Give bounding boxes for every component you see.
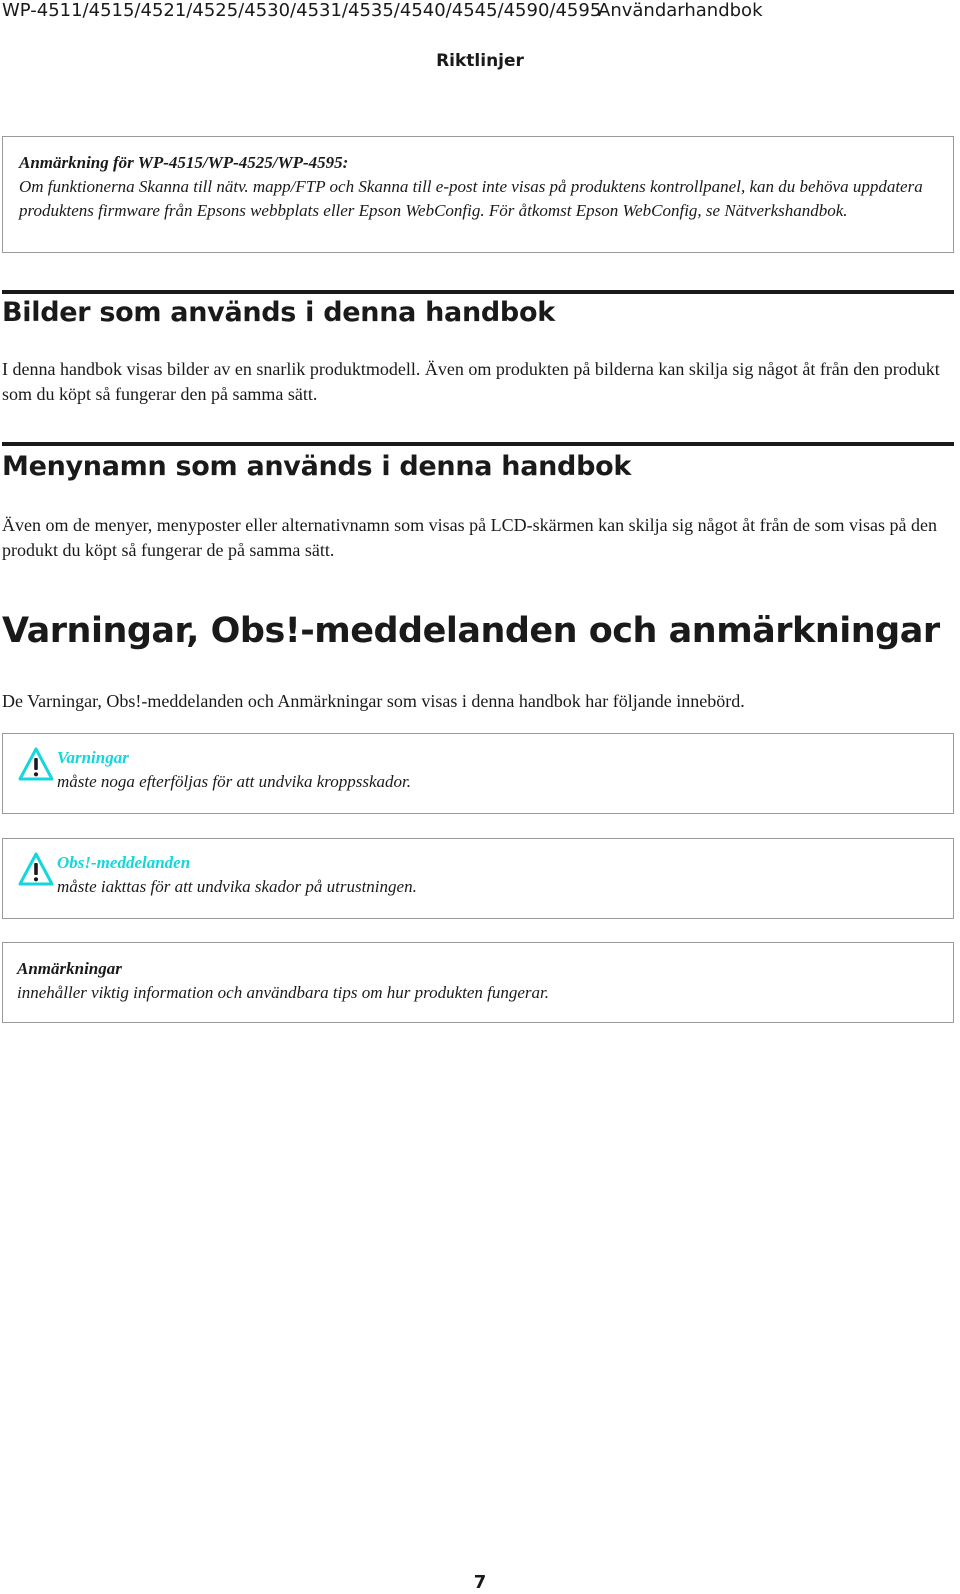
- model-note-box: [2, 136, 954, 253]
- heading-warnings: Varningar, Obs!-meddelanden och anmärkningar: [2, 611, 940, 651]
- header-model-list: WP-4511/4515/4521/4525/4530/4531/4535/4540/4545/4590/4595: [2, 0, 602, 21]
- remark-callout-text: innehåller viktig information och användbara tips om hur produkten fungerar.: [17, 983, 549, 1002]
- paragraph-menus: Även om de menyer, menyposter eller alternativnamn som visas på LCD-skärmen kan skilja sig något åt från de som visas på den produkt du köpt så fungerar de på samma sätt.: [2, 515, 938, 560]
- caution-callout-title: Obs!-meddelanden: [57, 853, 191, 872]
- warning-callout-title: Varningar: [57, 748, 129, 767]
- section-title: Riktlinjer: [436, 51, 524, 71]
- heading-rule-menus: [2, 442, 954, 446]
- warning-triangle-icon: [17, 746, 55, 782]
- remark-callout-title: Anmärkningar: [17, 959, 122, 978]
- heading-menus: Menynamn som används i denna handbok: [2, 451, 632, 482]
- heading-rule-images: [2, 290, 954, 294]
- remark-callout: [2, 942, 954, 1023]
- paragraph-warnings: De Varningar, Obs!-meddelanden och Anmärkningar som visas i denna handbok har följande innebörd.: [2, 691, 745, 711]
- page-number: 7: [473, 1572, 487, 1593]
- heading-images: Bilder som används i denna handbok: [2, 297, 555, 328]
- warning-callout: [2, 733, 954, 814]
- caution-callout-text: måste iakttas för att undvika skador på utrustningen.: [57, 877, 417, 896]
- warning-callout-text: måste noga efterföljas för att undvika kroppsskador.: [57, 772, 411, 791]
- caution-triangle-icon: [17, 851, 55, 887]
- header-manual-title: Användarhandbok: [598, 0, 763, 21]
- model-note-text: Om funktionerna Skanna till nätv. mapp/FTP och Skanna till e-post inte visas på produktens kontrollpanel, kan du behöva uppdatera produktens firmware från Epsons webbplats eller Epson WebConfig. För åtkomst Epson WebConfig, se Nätverkshandbok.: [19, 177, 923, 220]
- caution-callout: [2, 838, 954, 919]
- model-note-title: Anmärkning för WP-4515/WP-4525/WP-4595:: [19, 153, 349, 172]
- paragraph-images: I denna handbok visas bilder av en snarlik produktmodell. Även om produkten på bilderna kan skilja sig något åt från den produkt som du köpt så fungerar den på samma sätt.: [2, 359, 940, 404]
